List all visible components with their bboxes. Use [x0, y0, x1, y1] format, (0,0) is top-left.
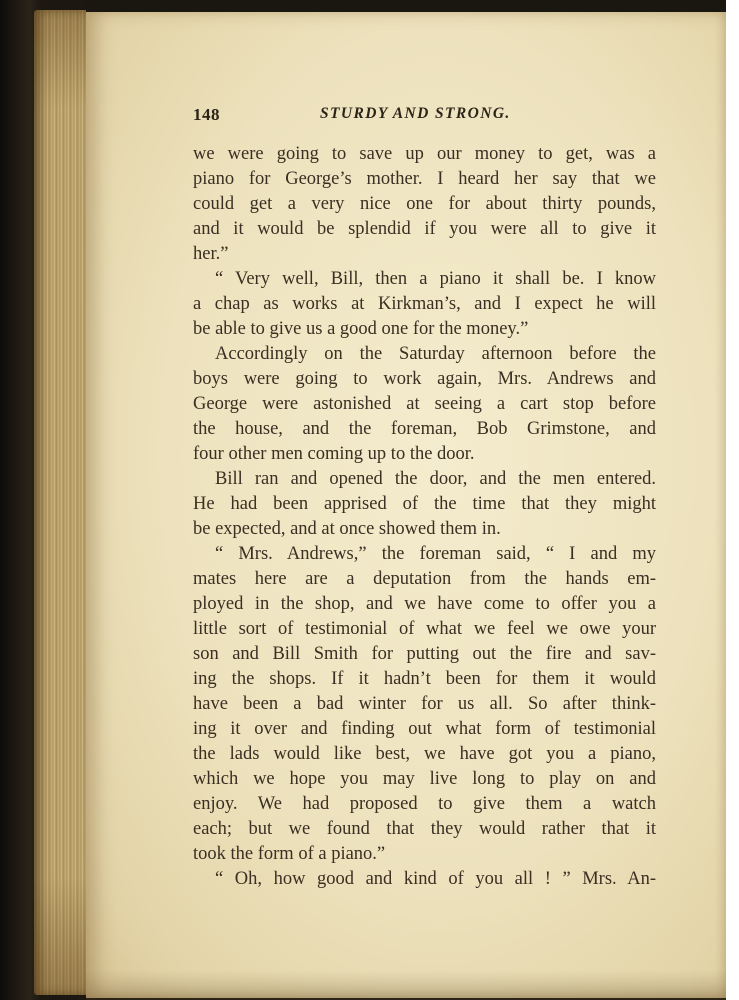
- text-line: little sort of testimonial of what we feel we owe your: [193, 619, 656, 639]
- text-line: George were astonished at seeing a cart stop before: [193, 394, 656, 414]
- text-line: her.”: [193, 244, 229, 264]
- text-line: the house, and the foreman, Bob Grimstone, and: [193, 419, 656, 439]
- running-title: STURDY AND STRONG.: [320, 105, 511, 122]
- text-line: four other men coming up to the door.: [193, 444, 475, 464]
- text-line: be able to give us a good one for the money.”: [193, 319, 529, 339]
- right-margin-strip: [726, 0, 739, 1000]
- text-line: the lads would like best, we have got you a piano,: [193, 744, 656, 764]
- page-header: [193, 102, 655, 130]
- text-line: could get a very nice one for about thirty pounds,: [193, 194, 656, 214]
- text-line: He had been apprised of the time that they might: [193, 494, 656, 514]
- text-line: each; but we found that they would rather that it: [193, 819, 656, 839]
- text-line: ing it over and finding out what form of testimonial: [193, 719, 656, 739]
- text-line: mates here are a deputation from the hands em-: [193, 569, 656, 589]
- text-line: Accordingly on the Saturday afternoon before the: [215, 344, 656, 364]
- text-line: enjoy. We had proposed to give them a watch: [193, 794, 656, 814]
- text-line: ing the shops. If it hadn’t been for them it would: [193, 669, 656, 689]
- page-number: 148: [193, 105, 220, 124]
- page-text: [193, 142, 656, 892]
- page-bottom-shadow: [86, 970, 726, 1000]
- text-line: son and Bill Smith for putting out the fire and sav-: [193, 644, 656, 664]
- text-line: ployed in the shop, and we have come to offer you a: [193, 594, 656, 614]
- text-line: Bill ran and opened the door, and the men entered.: [215, 469, 656, 489]
- text-line: “ Mrs. Andrews,” the foreman said, “ I and my: [215, 544, 656, 564]
- text-line: piano for George’s mother. I heard her say that we: [193, 169, 656, 189]
- text-line: “ Very well, Bill, then a piano it shall be. I know: [215, 269, 656, 289]
- text-line: have been a bad winter for us all. So after think-: [193, 694, 656, 714]
- text-line: we were going to save up our money to get, was a: [193, 144, 656, 164]
- text-line: took the form of a piano.”: [193, 844, 386, 864]
- text-line: “ Oh, how good and kind of you all ! ” Mrs. An-: [215, 869, 656, 889]
- text-line: a chap as works at Kirkman’s, and I expect he will: [193, 294, 656, 314]
- text-line: and it would be splendid if you were all to give it: [193, 219, 656, 239]
- text-line: be expected, and at once showed them in.: [193, 519, 501, 539]
- text-line: boys were going to work again, Mrs. Andrews and: [193, 369, 656, 389]
- top-band: [86, 0, 726, 12]
- text-line: which we hope you may live long to play on and: [193, 769, 656, 789]
